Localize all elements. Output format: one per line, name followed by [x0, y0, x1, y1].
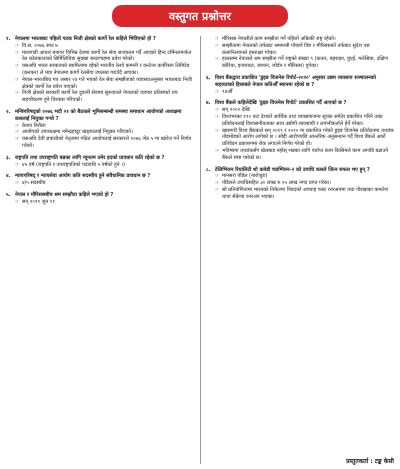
pointer-hand-icon: ☞	[215, 180, 220, 187]
question-text: नेपालमा भारतबाट पहिलो पटक निजी क्षेत्रको कार्गो रेल कहिले भित्रिएको हो ?	[15, 36, 156, 42]
answer-point	[15, 136, 194, 150]
pointer-hand-icon: ☞	[15, 76, 20, 83]
question-text: न्यायपरिषद् र न्यायसेवा आयोग कति सदस्यीय हुने संवैधानिक प्रावधान छ ?	[15, 173, 151, 180]
question-text: मन्त्रिपरिषद्को २०७६ भदौ २१ को बैठकले भूमिसम्बन्धी समस्या समाधान आयोगको अध्यक्षमा कसलाई नियुक्त गऱ्यो ?	[15, 108, 182, 122]
question	[206, 75, 394, 89]
pointer-hand-icon: ☞	[215, 173, 220, 180]
answer-point	[15, 77, 194, 91]
answer-text: सन् २००२ देखि	[222, 107, 250, 114]
pointer-hand-icon: ☞	[215, 147, 220, 154]
pointer-hand-icon: ☞	[15, 136, 20, 143]
answer-text: ९४औँ	[222, 88, 233, 95]
question	[6, 36, 194, 43]
answer-text: खासगरी विश्व बैंककले सन् २०१९ र २०२० मा प्रकाशित गरेको डुइङ विजनेस प्रतिवेदनमा तथ्यांक तोडमोडको आरोप लागेको छ । सोही आरोपपछि आन्तरिक अनुसन्धान गर्दै विश्व बैंकले अर्को प्रतिवेदन प्रकाशनमा रोक लगाउने निर्णय गरेको हो।	[222, 127, 394, 148]
answer-point	[15, 50, 194, 64]
section-title: वस्तुगत प्रश्नोत्तर	[169, 9, 231, 23]
answer-point	[215, 43, 394, 57]
answer-point	[215, 114, 394, 128]
answer-text: विश्वभरका १९० वटा देशको आर्थिक तथा व्यवसायजन्य सूचक समेटेर प्रकाशित गरिने उक्त प्रतिवेदनलाई विश्वसनीयताका साथ उद्योगी-व्यवसायी र लगानीकर्ताले हेर्ने गरेका।	[222, 113, 383, 127]
pointer-hand-icon: ☞	[215, 36, 220, 42]
answer-point	[15, 43, 194, 50]
pointer-hand-icon: ☞	[215, 186, 220, 193]
answer-text: सो प्रतियोगितामा भारतको निकेतमा विवदको अपवाह फस्ट रनरअपमा तथा गोरखाका कमलेश थापा सेकेण्ड रनरअप भएका।	[222, 186, 388, 200]
question	[6, 192, 194, 199]
pointer-hand-icon: ☞	[15, 49, 20, 56]
answer-text: मालगाडी आधार बनाएर विभिन्न देशमा कार्गो रेल सेवा सञ्चालन गर्दै आएको हिन्द टर्मिनलमार्फत रेल कोलकाताको सिर्मिलियिडा सुक्खा बन्दरगाहमा प्रवेश गरेको।	[22, 49, 192, 63]
answer-text: वि.स. २०७६ साउ ७	[22, 42, 58, 49]
question-text: विश्व बैंकले कहिलेदेखि 'डुइङ विजनेस रिपोर्ट' प्रकाशित गर्दै आएको छ ?	[215, 100, 347, 107]
pointer-hand-icon: ☞	[215, 113, 220, 120]
answer-point	[15, 63, 194, 77]
answer-text: यसअघि देवी ज्ञवालीको नेतृत्वमा गठित आयोगलाई सरकारले २०७६ जेठ ५ मा खारेज गर्ने निर्णय गरेको।	[22, 136, 192, 149]
right-column	[206, 36, 394, 201]
question-number: ४.	[6, 173, 11, 180]
pointer-hand-icon: ☞	[15, 90, 20, 97]
column-divider	[200, 36, 201, 464]
pointer-hand-icon: ☞	[15, 129, 20, 136]
pointer-hand-icon: ☞	[15, 63, 20, 70]
pointer-hand-icon: ☞	[215, 56, 220, 63]
answer-point	[215, 89, 394, 96]
answer-point	[215, 187, 394, 201]
answer-text: यसअघि भारत सरकारको स्वामित्वमा रहेको भारतीय रेलवे कम्पनी र कन्टेनर कर्पोरेसन लिमिटेड (कनकर) ले मात्र नेपालमा कार्गो रेलसेवा उपलब्ध गराउँदै आएका।	[22, 63, 190, 76]
answer-text: मौरिसस नेपालीले काम सम्झौता गर्ने पहिलो अफ्रिकी राष्ट्र रहेको।	[222, 36, 336, 42]
answer-text: पौडेलले उपाधिसहित ३० लाख रु २५ लाख नगद प्राप्त गरेका।	[222, 180, 331, 187]
answer-point	[215, 56, 394, 70]
question-number: २.	[6, 108, 11, 115]
question-number: १.	[6, 36, 11, 42]
answer-text: ४५ वर्ष (राष्ट्रपति र उपराष्ट्रपतिको पदावधि ५ वर्षको हुने ।)	[22, 161, 125, 168]
question-number: ८.	[206, 166, 211, 173]
answer-text: केशव निरौला	[22, 122, 46, 129]
question	[6, 109, 194, 123]
answer-point	[215, 128, 394, 148]
left-column	[6, 36, 194, 206]
question-text: टेलिभिजन रियालिटी शो कमेडी च्याम्पियन-२ को उपाधि कसले जित्न सफल भए हुन् ?	[215, 166, 370, 173]
answer-point	[15, 90, 194, 104]
answer-text: मानसरा पौडेल (नारोजुङ)	[222, 173, 268, 180]
pointer-hand-icon: ☞	[215, 42, 220, 49]
section-title-banner	[112, 5, 288, 27]
answer-point	[15, 162, 194, 169]
answer-point	[15, 199, 194, 206]
answer-text: आयोगको उपाध्यक्षमा नमेन्द्रहादुर खड्कालाई नियुक्त गरिएको।	[22, 129, 133, 136]
pointer-hand-icon: ☞	[15, 161, 20, 168]
pointer-hand-icon: ☞	[215, 107, 220, 114]
question-number: ३.	[6, 154, 11, 161]
question-number: ७.	[206, 100, 211, 107]
question-text: नेपाल र मौरिससबीच श्रम सम्झौता कहिले भएको हो ?	[15, 191, 114, 198]
answer-text: निजी क्षेत्रको सरकारी कार्गो रेल दुवानी सेवामा सुरुवातले नेपालको व्यापार प्रतिस्पर्धा थप सहजीकरण हुने विश्वास गरिएको।	[22, 90, 178, 104]
answer-text: सम्झौतामा नेपालको तर्फबाट श्रममन्त्री गोकर्ण विष्ट र मौरिससको तर्फबाट सुदेश एस कलानिल्यानले हस्ताक्षर गरेका।	[222, 42, 370, 56]
pointer-hand-icon: ☞	[15, 198, 20, 205]
answer-text: हालसम्म नेपालले श्रम सम्झौता गर्ने राष्ट्रको संख्या ९ (कतार, बहराइन, युएई, मलेसिया, दक्षिण कोरिया, इजरायल, जापान, जोर्डन र मौरिसस) पुगेका।	[222, 56, 388, 70]
answer-text: भविष्यमा तथ्यांकसँग खेलबाड नहोस् भन्नका लागि पर्याप्त काम किसिमले काम अगाडि बढाउने बैंकले स्पष्ट पारेको छ।	[222, 147, 388, 161]
pointer-hand-icon: ☞	[215, 88, 220, 95]
presenter-byline: प्रस्तुतकर्ता : टङ्क केसी	[346, 458, 394, 465]
answer-point	[215, 180, 394, 187]
pointer-hand-icon: ☞	[15, 42, 20, 49]
pointer-hand-icon: ☞	[215, 127, 220, 134]
answer-point	[15, 180, 194, 187]
question-text: राष्ट्रपति तथा उपराष्ट्रपति बन्नका लागि न्यूनतम उमेर हदको प्रावधान कति रहेको छ ?	[15, 154, 165, 161]
question-number: ६.	[206, 74, 211, 81]
answer-point	[215, 107, 394, 114]
answer-text: नेपाल-भारतबिच गत असार २४ गते भएको रेल सेवा सम्झौताको व्यवस्थाअनुसार भारतबाट निजी क्षेत्रको कार्गो रेल प्रवेश पाएको।	[22, 76, 192, 90]
answer-text: ४/५ सदस्यीय	[22, 180, 46, 187]
question-text: विश्व बैंकद्वारा प्रकाशित 'डुइङ विजनेस रिपोर्ट-२०२०' अनुसार उद्यम व्यवसाय सञ्चालनको सहजताको हिसाबले नेपाल कतिऔँ स्थानमा रहेको छ ?	[215, 74, 376, 88]
pointer-hand-icon: ☞	[15, 122, 20, 129]
answer-point	[215, 148, 394, 162]
answer-point	[215, 36, 394, 43]
question-number: ५.	[6, 191, 11, 198]
answer-text: सन् २०१९ जुन ११	[22, 198, 56, 205]
question	[6, 155, 194, 162]
pointer-hand-icon: ☞	[15, 180, 20, 187]
